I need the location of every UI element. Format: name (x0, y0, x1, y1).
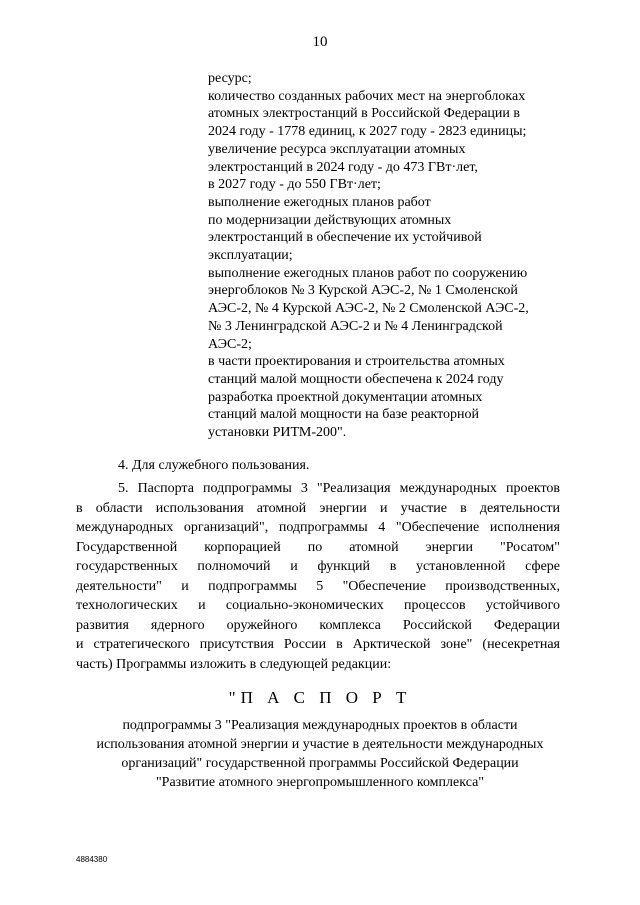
passport-subtitle (60, 716, 580, 792)
passport-subtitle-line: подпрограммы 3 "Реализация международных проектов в области (122, 718, 518, 733)
paragraph-5-line: и стратегического присутствия России в Арктической зоне" (несекретная (76, 637, 560, 652)
indicator-line: АЭС-2; (208, 336, 252, 352)
paragraph-4: 4. Для служебного пользования. (118, 458, 310, 473)
indicators-column (208, 70, 568, 442)
paragraph-5-line: развития ядерного оружейного комплекса Российской Федерации (76, 617, 560, 633)
passport-subtitle-line: использования атомной энергии и участие в деятельности международных (96, 737, 544, 752)
indicator-line: разработка проектной документации атомных (208, 389, 483, 405)
indicator-line: энергоблоков № 3 Курской АЭС-2, № 1 Смоленской (208, 283, 518, 299)
indicator-line: электростанций в обеспечение их устойчивой (208, 230, 482, 246)
paragraph-5-line: часть) Программы изложить в следующей редакции: (76, 656, 392, 672)
indicator-line: выполнение ежегодных планов работ по сооружению (208, 265, 528, 281)
paragraph-5-line: 5. Паспорта подпрограммы 3 "Реализация международных проектов (118, 481, 560, 496)
indicator-line: эксплуатации; (208, 248, 293, 264)
passport-subtitle-line: "Развитие атомного энергопромышленного комплекса" (155, 775, 485, 790)
indicator-line: в 2027 году - до 550 ГВт·лет; (208, 177, 381, 193)
indicator-line: ресурс; (208, 71, 252, 86)
page-number: 10 (312, 34, 328, 50)
indicator-line: по модернизации действующих атомных (208, 212, 452, 228)
indicator-line: станций малой мощности обеспечена к 2024 году (208, 371, 504, 387)
indicator-line: АЭС-2, № 4 Курской АЭС-2, № 2 Смоленской АЭС-2, (208, 301, 529, 317)
passport-heading: "П А С П О Р Т (228, 688, 412, 707)
passport-subtitle-line: организаций" государственной программы Российской Федерации (121, 756, 519, 771)
paragraph-5-line: международных организаций", подпрограммы 4 "Обеспечение исполнения (76, 520, 560, 535)
paragraph-5-line: деятельности" и подпрограммы 5 "Обеспечение производственных, (76, 578, 560, 594)
indicator-line: увеличение ресурса эксплуатации атомных (208, 141, 466, 157)
paragraph-5-line: в области использования атомной энергии и участие в деятельности (76, 500, 560, 516)
indicator-line: установки РИТМ-200". (208, 425, 347, 441)
indicator-line: атомных электростанций в Российской Федерации в (208, 106, 521, 122)
paragraph-5 (76, 479, 560, 674)
indicator-line: количество созданных рабочих мест на энергоблоках (208, 88, 526, 104)
paragraph-5-line: государственных полномочий и функций в установленной сфере (76, 559, 560, 574)
indicator-line: выполнение ежегодных планов работ (208, 194, 431, 210)
indicator-line: электростанций в 2024 году - до 473 ГВт·лет, (208, 159, 478, 175)
indicator-line: в части проектирования и строительства атомных (208, 354, 505, 370)
document-code: 4884380 (76, 855, 108, 864)
paragraph-5-line: Государственной корпорацией по атомной энергии "Росатом" (76, 539, 560, 555)
indicator-line: станций малой мощности на базе реакторной (208, 407, 479, 423)
indicator-line: № 3 Ленинградской АЭС-2 и № 4 Ленинградской (208, 318, 503, 334)
indicator-line: 2024 году - 1778 единиц, к 2027 году - 2823 единицы; (208, 124, 527, 140)
paragraph-5-line: технологических и социально-экономических процессов устойчивого (76, 598, 560, 613)
